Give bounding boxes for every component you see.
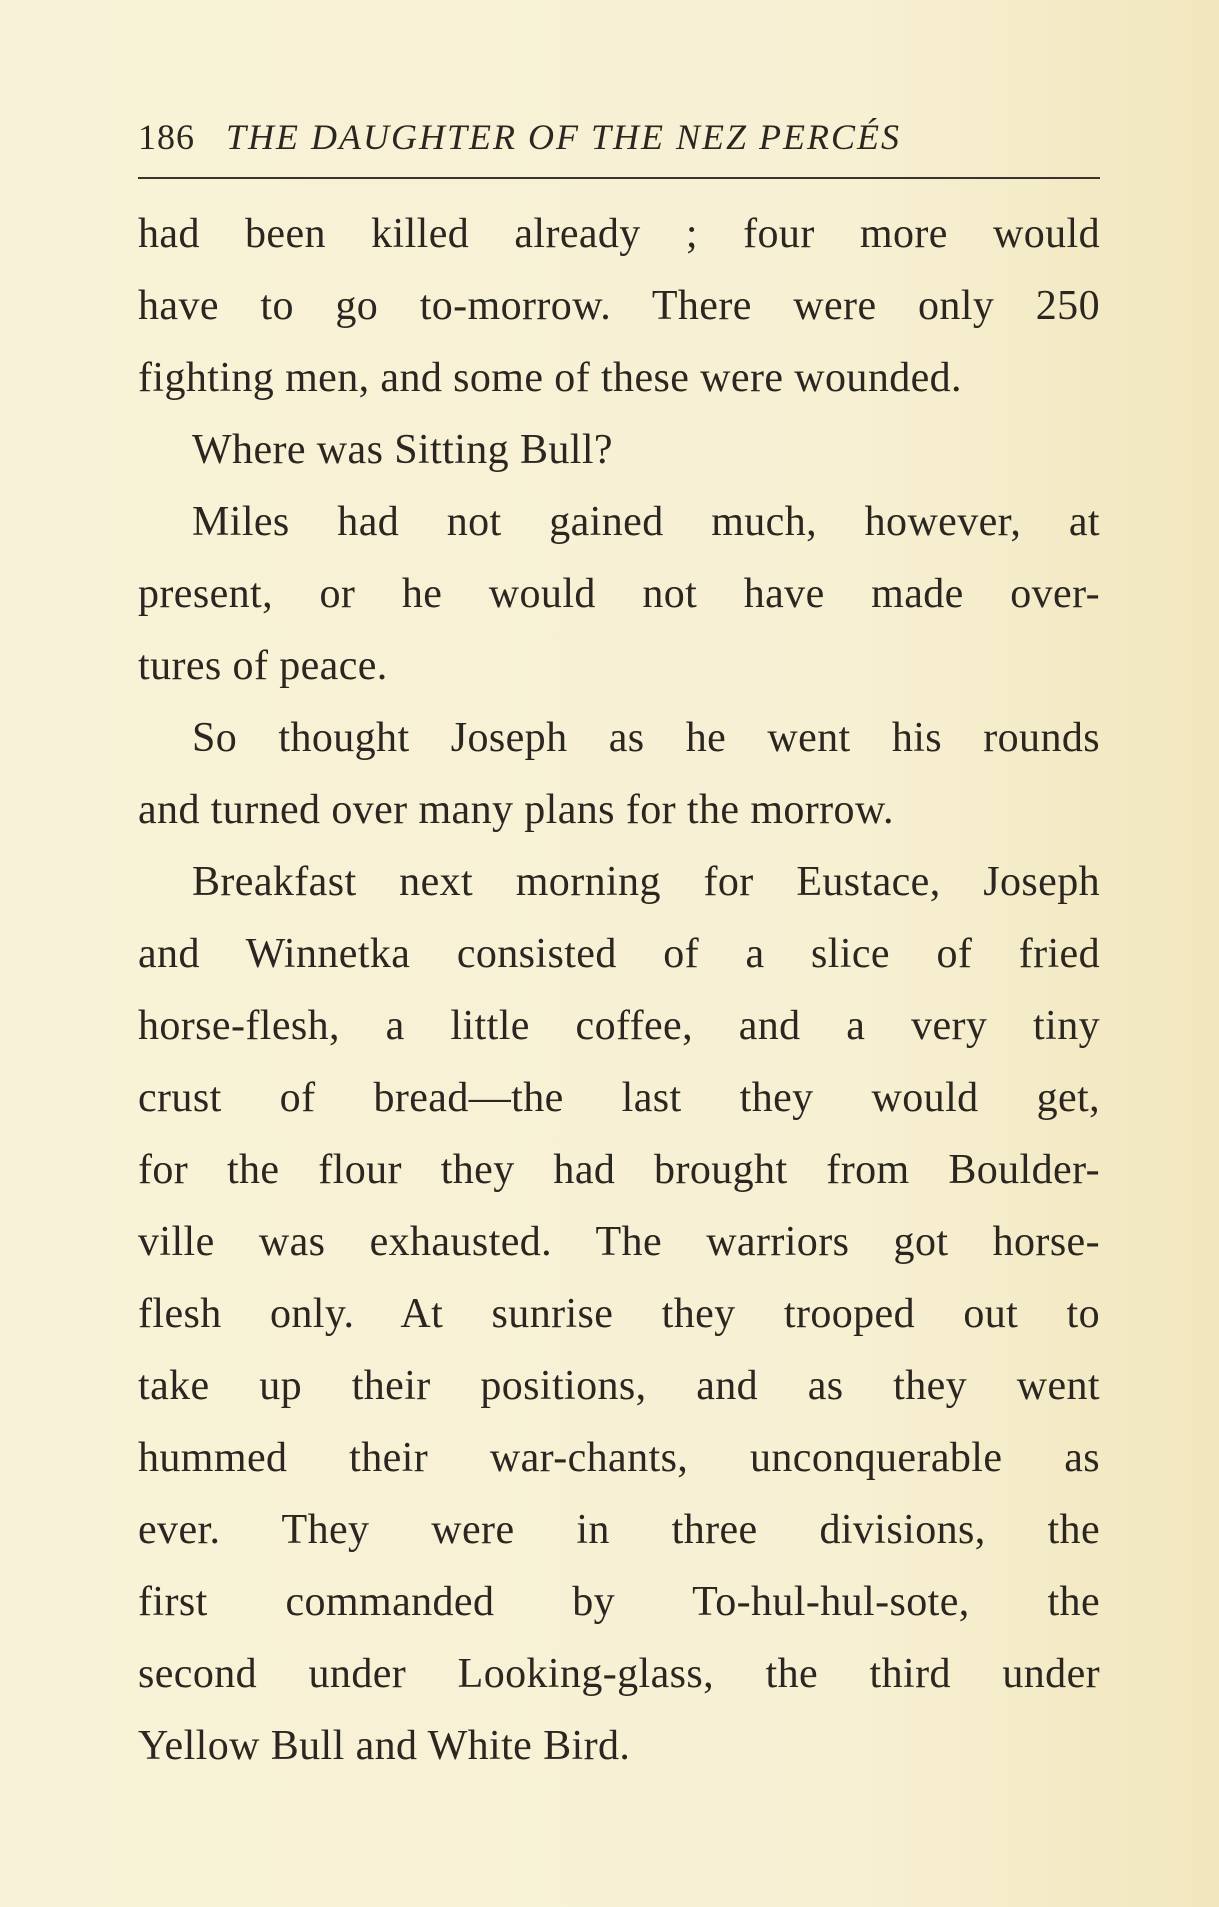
text-line: take up their positions, and as they went	[138, 1363, 1100, 1409]
text-line: second under Looking-glass, the third under	[138, 1651, 1100, 1697]
text-line: ville was exhausted. The warriors got horse-	[138, 1219, 1100, 1265]
header-rule	[138, 177, 1100, 179]
text-line: hummed their war-chants, unconquerable as	[138, 1435, 1100, 1481]
text-line: and Winnetka consisted of a slice of fried	[138, 931, 1100, 977]
text-line: have to go to-morrow. There were only 250	[138, 283, 1100, 329]
text-line: Miles had not gained much, however, at	[192, 499, 1100, 545]
text-line: So thought Joseph as he went his rounds	[192, 715, 1100, 761]
text-line: had been killed already ; four more would	[138, 211, 1100, 257]
text-line: tures of peace.	[138, 643, 388, 689]
running-title: THE DAUGHTER OF THE NEZ PERCÉS	[226, 117, 901, 157]
body-text	[138, 198, 1100, 1782]
text-line: crust of bread—the last they would get,	[138, 1075, 1100, 1121]
text-line: ever. They were in three divisions, the	[138, 1507, 1100, 1553]
text-line: Breakfast next morning for Eustace, Joseph	[192, 859, 1100, 905]
text-line: fighting men, and some of these were wounded.	[138, 355, 962, 401]
page-header	[138, 112, 1098, 162]
text-line: present, or he would not have made over-	[138, 571, 1100, 617]
text-line: for the flour they had brought from Boulder-	[138, 1147, 1100, 1193]
text-line: and turned over many plans for the morrow.	[138, 787, 894, 833]
text-line: horse-flesh, a little coffee, and a very tiny	[138, 1003, 1100, 1049]
text-line: Where was Sitting Bull?	[192, 427, 613, 473]
text-line: first commanded by To-hul-hul-sote, the	[138, 1579, 1100, 1625]
text-line: Yellow Bull and White Bird.	[138, 1723, 631, 1769]
text-line: flesh only. At sunrise they trooped out to	[138, 1291, 1100, 1337]
page-number: 186	[138, 117, 195, 157]
